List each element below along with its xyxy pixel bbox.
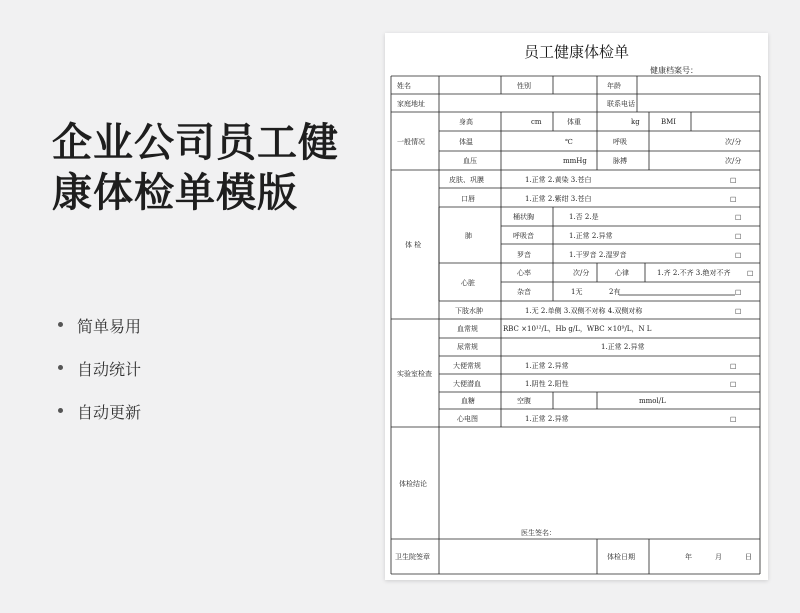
poster-title-line1: 企业公司员工健 (52, 120, 339, 166)
label-temp: 体温 (459, 138, 473, 146)
label-ecg: 心电图 (457, 415, 478, 423)
checkbox-edema[interactable]: ☐ (735, 308, 742, 316)
urine-options: 1.正常 2.异常 (601, 343, 645, 351)
checkbox-breath-sound[interactable]: ☐ (735, 233, 742, 241)
label-heart-rate: 心率 (517, 269, 531, 277)
label-breath: 呼吸 (613, 138, 627, 146)
label-month: 月 (715, 553, 722, 561)
skin-options: 1.正常 2.黄染 3.苍白 (525, 176, 592, 184)
checkbox-ecg[interactable]: ☐ (730, 416, 737, 424)
edema-options: 1.无 2.单侧 3.双侧不对称 4.双侧对称 (525, 307, 643, 315)
section-general: 一般情况 (397, 138, 425, 146)
label-bp: 血压 (463, 157, 477, 165)
unit-bp: mmHg (563, 157, 587, 165)
feature-item: 自动统计 (58, 357, 141, 400)
checkbox-stool[interactable]: ☐ (730, 363, 737, 371)
label-lips: 口唇 (461, 195, 475, 203)
rhythm-options: 1.齐 2.不齐 3.绝对不齐 (657, 269, 731, 277)
section-conclusion: 体检结论 (399, 480, 427, 488)
murmur-option-2: 2有 (609, 288, 621, 296)
ecg-options: 1.正常 2.异常 (525, 415, 569, 423)
label-stool-routine: 大便常规 (453, 362, 481, 370)
feature-item: 自动更新 (58, 400, 141, 443)
label-phone: 联系电话 (607, 100, 635, 108)
label-skin: 皮肤、巩膜 (449, 176, 484, 184)
checkbox-lips[interactable]: ☐ (730, 196, 737, 204)
label-bmi: BMI (661, 118, 677, 126)
label-weight: 体重 (567, 118, 581, 126)
label-edema: 下肢水肿 (455, 307, 483, 315)
exam-form-sheet (385, 33, 768, 580)
unit-blood-sugar: mmol/L (639, 397, 666, 405)
unit-heart-rate: 次/分 (573, 269, 590, 277)
checkbox-murmur[interactable]: ☐ (735, 289, 742, 297)
label-clinic-stamp: 卫生院签章 (395, 553, 430, 561)
label-exam-date: 体检日期 (607, 553, 635, 561)
label-rhythm: 心律 (615, 269, 629, 277)
label-blood-routine: 血常规 (457, 325, 478, 333)
label-year: 年 (685, 553, 692, 561)
unit-breath: 次/分 (725, 138, 742, 146)
label-urine-routine: 尿常规 (457, 343, 478, 351)
archive-number-label: 健康档案号： (650, 66, 698, 75)
feature-item: 简单易用 (58, 314, 141, 357)
label-gender: 性别 (517, 82, 531, 90)
stool-options: 1.正常 2.异常 (525, 362, 569, 370)
unit-height: cm (531, 118, 542, 126)
feature-list (58, 314, 141, 443)
occult-options: 1.阴性 2.阳性 (525, 380, 569, 388)
breath-sound-options: 1.正常 2.异常 (569, 232, 613, 240)
label-name: 姓名 (397, 82, 411, 90)
unit-pulse: 次/分 (725, 157, 742, 165)
rale-options: 1.干罗音 2.湿罗音 (569, 251, 627, 259)
unit-weight: kg (631, 118, 640, 126)
checkbox-skin[interactable]: ☐ (730, 177, 737, 185)
label-occult-blood: 大便潜血 (453, 380, 481, 388)
unit-temp: ℃ (565, 138, 573, 146)
bullet-icon (58, 322, 63, 327)
barrel-options: 1.否 2.是 (569, 213, 599, 221)
label-pulse: 脉搏 (613, 157, 627, 165)
label-day: 日 (745, 553, 752, 561)
label-rale: 罗音 (517, 251, 531, 259)
lips-options: 1.正常 2.紫绀 3.苍白 (525, 195, 592, 203)
blood-values: RBC ×10¹²/L，Hb g/L，WBC ×10⁹/L，N L (503, 325, 652, 333)
label-doctor-signature: 医生签名： (521, 529, 556, 537)
poster-title-line2: 康体检单模版 (52, 170, 298, 216)
murmur-option-1: 1无 (571, 288, 583, 296)
form-table (385, 33, 768, 580)
label-breath-sound: 呼吸音 (513, 232, 534, 240)
checkbox-barrel[interactable]: ☐ (735, 214, 742, 222)
section-lab: 实验室检查 (397, 370, 432, 378)
bullet-icon (58, 365, 63, 370)
label-age: 年龄 (607, 82, 621, 90)
label-barrel-chest: 桶状胸 (513, 213, 534, 221)
poster-title (52, 118, 339, 218)
bullet-icon (58, 408, 63, 413)
label-height: 身高 (459, 118, 473, 126)
label-fasting: 空腹 (517, 397, 531, 405)
form-title: 员工健康体检单 (523, 43, 629, 61)
section-exam: 体 检 (405, 241, 422, 249)
checkbox-occult[interactable]: ☐ (730, 381, 737, 389)
label-heart: 心脏 (461, 279, 475, 287)
label-address: 家庭地址 (397, 100, 425, 108)
checkbox-rhythm[interactable]: ☐ (747, 270, 754, 278)
checkbox-rale[interactable]: ☐ (735, 252, 742, 260)
label-blood-sugar: 血糖 (461, 397, 475, 405)
label-lung: 肺 (465, 232, 472, 240)
label-murmur: 杂音 (517, 288, 531, 296)
